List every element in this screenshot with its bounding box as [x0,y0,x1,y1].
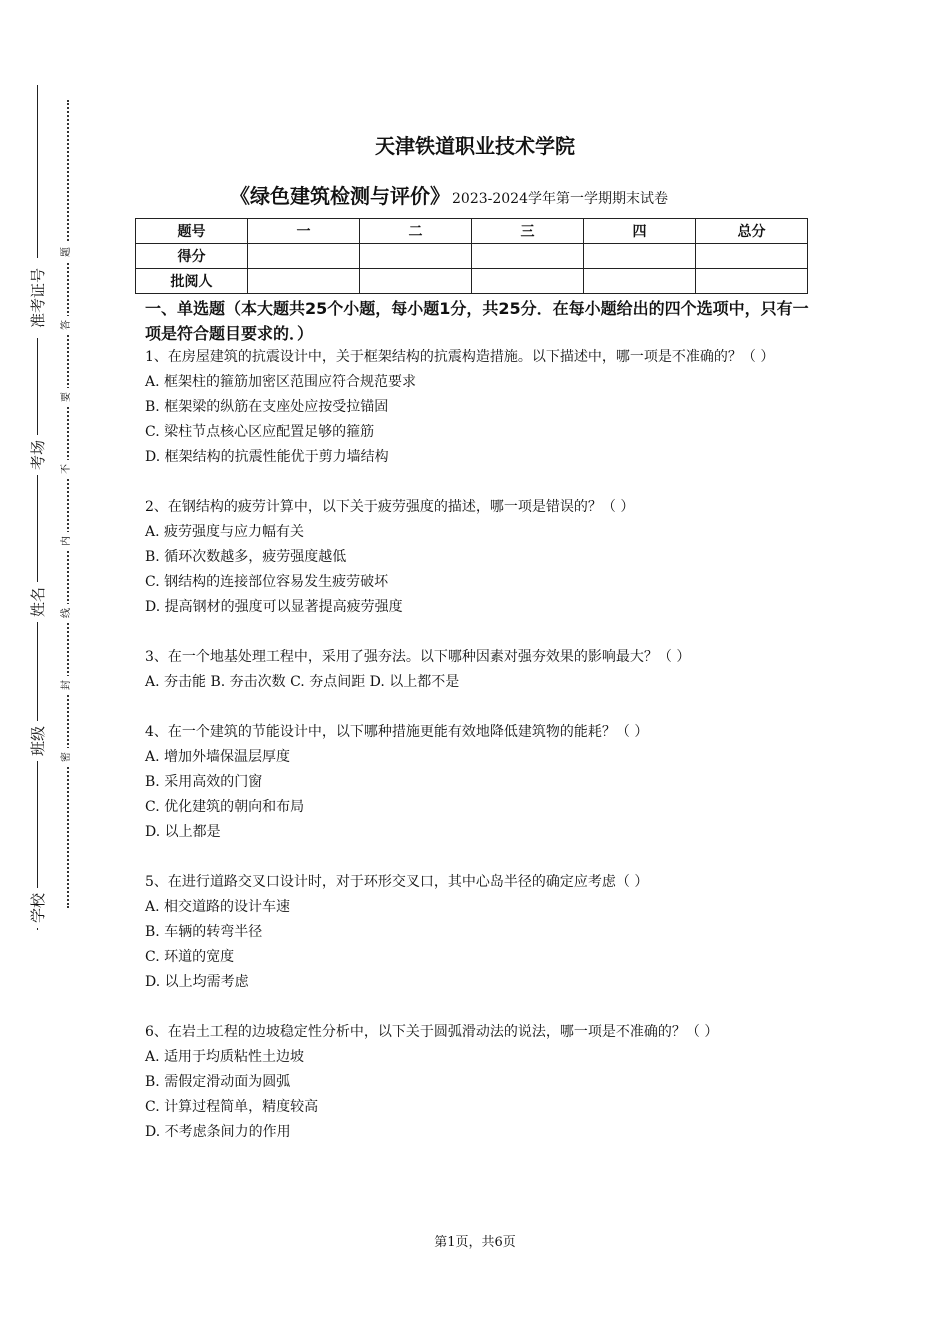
score-table [135,218,808,294]
question-option: B. 框架梁的纵筋在支座处应按受拉锚固 [145,399,389,415]
question-option: C. 钢结构的连接部位容易发生疲劳破坏 [145,574,389,590]
score-table-cell [696,244,808,269]
name-label: 姓名 [28,582,48,622]
question-option: C. 梁柱节点核心区应配置足够的箍筋 [145,424,375,440]
page-footer: 第1页，共6页 [434,1235,516,1250]
question-6 [145,1020,817,1145]
exam-room-label: 考场 [28,435,48,475]
question-option: C. 计算过程简单，精度较高 [145,1099,319,1115]
question-2 [145,495,817,620]
course-title: 《绿色建筑检测与评价》 [230,184,450,208]
question-3 [145,645,817,695]
score-table-row [136,244,808,269]
question-1 [145,345,817,470]
exam-subtitle [230,180,668,209]
seal-char: 要 [60,388,74,406]
question-stem: 6、在岩土工程的边坡稳定性分析中，以下关于圆弧滑动法的说法，哪一项是不准确的？（ ） [145,1024,719,1040]
question-option: D. 框架结构的抗震性能优于剪力墙结构 [145,449,389,465]
seal-char: 线 [60,604,74,622]
score-table-row [136,269,808,294]
question-stem: 2、在钢结构的疲劳计算中，以下关于疲劳强度的描述，哪一项是错误的？（ ） [145,499,635,515]
question-list [145,345,817,1170]
school-title: 天津铁道职业技术学院 [375,134,575,158]
question-option: B. 车辆的转弯半径 [145,924,263,940]
score-table-cell [248,269,360,294]
score-table-cell: 一 [248,219,360,244]
question-option: D. 以上均需考虑 [145,974,249,990]
score-table-cell [584,269,696,294]
question-stem: 3、在一个地基处理工程中，采用了强夯法。以下哪种因素对强夯效果的影响最大？（ ） [145,649,691,665]
seal-char: 封 [60,676,74,694]
binding-solid-line [37,85,38,930]
question-option: D. 以上都是 [145,824,221,840]
question-option: A. 适用于均质粘性土边坡 [145,1049,305,1065]
score-table-header-row [136,219,808,244]
question-option: A. 框架柱的箍筋加密区范围应符合规范要求 [145,374,417,390]
question-option: D. 不考虑条间力的作用 [145,1124,291,1140]
school-label: 学校 [28,888,48,928]
question-option: A. 疲劳强度与应力幅有关 [145,524,305,540]
term-text: 2023-2024学年第一学期期末试卷 [452,191,668,207]
question-option: A. 夯击能 B. 夯击次数 C. 夯点间距 D. 以上都不是 [145,674,460,690]
binding-margin [0,0,110,1344]
seal-char: 不 [60,460,74,478]
seal-char: 答 [60,316,74,334]
score-table-cell: 批阅人 [136,269,248,294]
score-table-cell: 总分 [696,219,808,244]
class-label: 班级 [28,721,48,761]
question-4 [145,720,817,845]
section-heading: 一、单选题（本大题共25个小题，每小题1分，共25分．在每小题给出的四个选项中，只有一项是符合题目要求的．） [145,299,809,343]
seal-char: 内 [60,532,74,550]
binding-dotted-line [67,100,69,908]
score-table-cell [360,244,472,269]
question-5 [145,870,817,995]
question-option: C. 优化建筑的朝向和布局 [145,799,305,815]
score-table-cell [248,244,360,269]
question-option: C. 环道的宽度 [145,949,235,965]
question-option: D. 提高钢材的强度可以显著提高疲劳强度 [145,599,403,615]
score-table-cell: 二 [360,219,472,244]
question-stem: 5、在进行道路交叉口设计时，对于环形交叉口，其中心岛半径的确定应考虑（ ） [145,874,649,890]
question-option: B. 循环次数越多，疲劳强度越低 [145,549,347,565]
seal-char: 题 [60,243,74,261]
score-table-cell: 得分 [136,244,248,269]
score-table-cell: 题号 [136,219,248,244]
score-table-cell: 三 [472,219,584,244]
question-stem: 1、在房屋建筑的抗震设计中，关于框架结构的抗震构造措施。以下描述中，哪一项是不准确的？（ ） [145,349,775,365]
seal-char: 密 [60,748,74,766]
score-table-cell [472,244,584,269]
exam-number-label: 准考证号 [28,258,48,338]
question-stem: 4、在一个建筑的节能设计中，以下哪种措施更能有效地降低建筑物的能耗？（ ） [145,724,649,740]
score-table-cell [584,244,696,269]
question-option: B. 需假定滑动面为圆弧 [145,1074,291,1090]
score-table-cell [472,269,584,294]
score-table-cell: 四 [584,219,696,244]
question-option: A. 相交道路的设计车速 [145,899,291,915]
score-table-cell [696,269,808,294]
score-table-cell [360,269,472,294]
question-option: A. 增加外墙保温层厚度 [145,749,291,765]
question-option: B. 采用高效的门窗 [145,774,263,790]
